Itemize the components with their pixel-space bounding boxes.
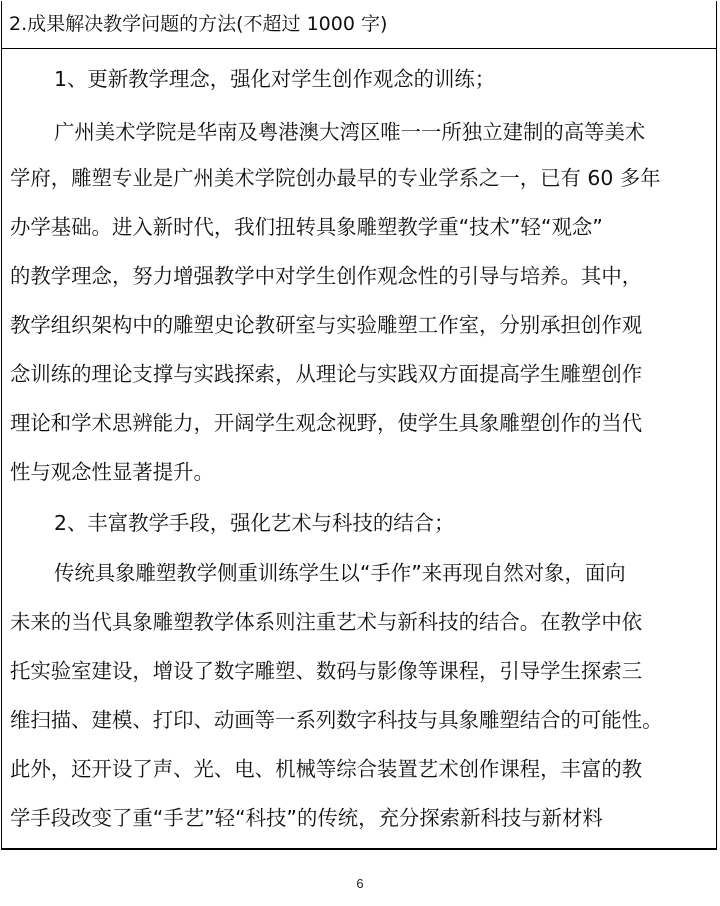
paragraph-line: 教学组织架构中的雕塑史论教研室与实验雕塑工作室，分别承担创作观 <box>10 313 643 337</box>
subheading-2: 2、丰富教学手段，强化艺术与科技的结合； <box>54 511 455 535</box>
paragraph-line: 此外，还开设了声、光、电、机械等综合装置艺术创作课程，丰富的教 <box>10 757 643 781</box>
paragraph-line: 念训练的理论支撑与实践探索，从理论与实践双方面提高学生雕塑创作 <box>10 362 643 386</box>
paragraph-line: 广州美术学院是华南及粤港澳大湾区唯一一所独立建制的高等美术 <box>54 120 646 144</box>
paragraph-line: 办学基础。进入新时代，我们扭转具象雕塑教学重“技术”轻“观念” <box>10 215 603 239</box>
paragraph-line: 未来的当代具象雕塑教学体系则注重艺术与新科技的结合。在教学中依 <box>10 610 643 634</box>
paragraph-line: 学府，雕塑专业是广州美术学院创办最早的专业学系之一，已有 60 多年 <box>10 166 661 190</box>
section-body <box>2 49 716 848</box>
paragraph-line: 性与观念性显著提升。 <box>10 460 214 484</box>
subheading-1: 1、更新教学理念，强化对学生创作观念的训练； <box>54 67 496 91</box>
paragraph-line: 学手段改变了重“手艺”轻“科技”的传统，充分探索新科技与新材料 <box>10 806 603 830</box>
paragraph-line: 托实验室建设，增设了数字雕塑、数码与影像等课程，引导学生探索三 <box>10 659 643 683</box>
section-heading: 2.成果解决教学问题的方法(不超过 1000 字) <box>9 13 388 35</box>
page-number: 6 <box>356 876 364 891</box>
section-header-row <box>2 1 716 49</box>
document-table <box>1 1 717 850</box>
paragraph-line: 维扫描、建模、打印、动画等一系列数字科技与具象雕塑结合的可能性。 <box>10 708 663 732</box>
paragraph-line: 的教学理念，努力增强教学中对学生创作观念性的引导与培养。其中， <box>10 264 643 288</box>
paragraph-line: 理论和学术思辨能力，开阔学生观念视野，使学生具象雕塑创作的当代 <box>10 411 643 435</box>
paragraph-line: 传统具象雕塑教学侧重训练学生以“手作”来再现自然对象，面向 <box>54 561 626 585</box>
